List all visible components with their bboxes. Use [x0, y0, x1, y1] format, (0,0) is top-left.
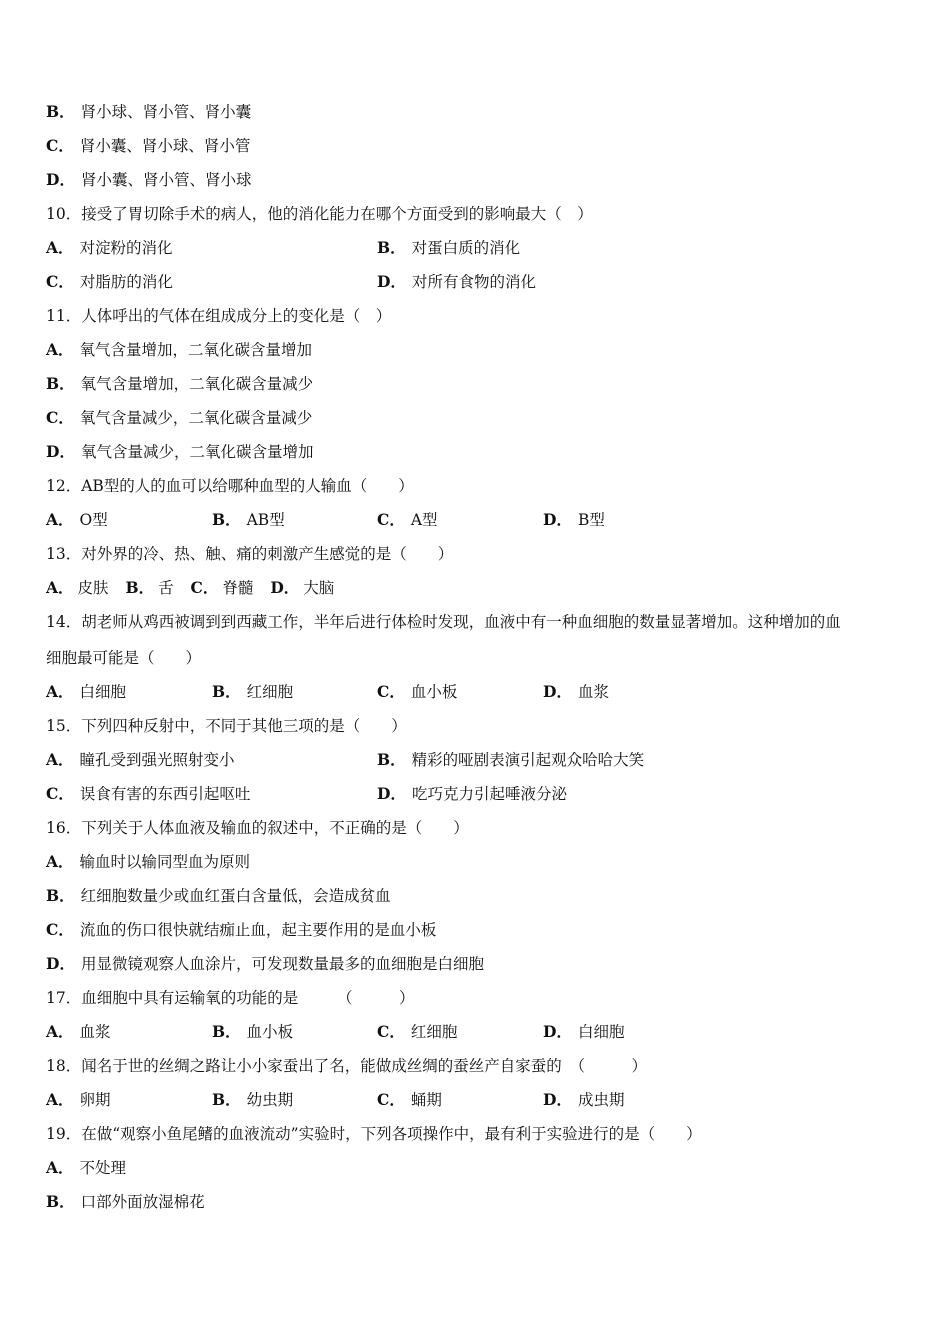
option-label: C．: [46, 272, 74, 291]
option-label: B．: [212, 510, 241, 529]
option-text: 红细胞: [246, 683, 294, 701]
q19-option-a: [46, 1158, 920, 1178]
q19-stem: 19．在做“观察小鱼尾鳍的血液流动”实验时，下列各项操作中，最有利于实验进行的是（ ）: [46, 1125, 702, 1143]
option-label: B．: [212, 1090, 241, 1109]
option-text: 舌: [158, 579, 174, 597]
option-label: B．: [212, 1022, 241, 1041]
q13-options: [46, 578, 920, 598]
option-label: D．: [543, 1090, 572, 1109]
q9-option-d: [46, 170, 920, 190]
q10-option-d: [377, 272, 536, 292]
option-label: B．: [46, 886, 75, 905]
q14-stem-line2: 细胞最可能是（ ）: [46, 649, 202, 667]
q16-option-c: [46, 920, 920, 940]
option-label: A．: [46, 578, 74, 597]
q16-option-d: [46, 954, 920, 974]
option-text: 流血的伤口很快就结痂止血，起主要作用的是血小板: [79, 921, 437, 939]
option-label: D．: [46, 442, 75, 461]
option-label: D．: [543, 682, 572, 701]
option-text: 瞳孔受到强光照射变小: [79, 751, 235, 769]
option-label: D．: [543, 1022, 572, 1041]
option-text: 大脑: [303, 579, 335, 597]
option-text: 红细胞数量少或血红蛋白含量低，会造成贫血: [80, 887, 391, 905]
option-label: A．: [46, 1158, 74, 1177]
option-text: 白细胞: [577, 1023, 625, 1041]
q16-stem: 16．下列关于人体血液及输血的叙述中，不正确的是（ ）: [46, 819, 469, 837]
q10-option-c: [46, 272, 173, 292]
q11-option-c: [46, 408, 920, 428]
option-text: 皮肤: [77, 579, 109, 597]
option-label: A．: [46, 340, 74, 359]
q14-option-a: [46, 682, 126, 702]
option-label: B．: [46, 1192, 75, 1211]
q11-option-b: [46, 374, 920, 394]
option-text: 脊髓: [222, 579, 254, 597]
option-label: C．: [377, 1022, 405, 1041]
q15-option-b: [377, 750, 644, 770]
option-text: 对脂肪的消化: [79, 273, 173, 291]
option-label: B．: [377, 238, 406, 257]
option-text: 吃巧克力引起唾液分泌: [411, 785, 567, 803]
option-label: C．: [190, 578, 219, 597]
q17-option-b: [212, 1022, 293, 1042]
q18-stem: 18．闻名于世的丝绸之路让小小家蚕出了名，能做成丝绸的蚕丝产自家蚕的 （ ）: [46, 1057, 647, 1075]
option-text: 对淀粉的消化: [79, 239, 173, 257]
q14-option-c: [377, 682, 457, 702]
q10-option-b: [377, 238, 520, 258]
q18-option-a: [46, 1090, 111, 1110]
q16-option-a: [46, 852, 920, 872]
option-text: 对所有食物的消化: [411, 273, 536, 291]
q15-option-a: [46, 750, 235, 770]
option-text: 蛹期: [410, 1091, 442, 1109]
q15-stem: 15．下列四种反射中，不同于其他三项的是（ ）: [46, 717, 407, 735]
option-label: C．: [46, 408, 74, 427]
q9-option-c: [46, 136, 920, 156]
q13-option-b: [125, 579, 173, 597]
q13-option-a: [46, 579, 109, 597]
option-text: 氧气含量增加，二氧化碳含量减少: [80, 375, 314, 393]
option-label: B．: [46, 374, 75, 393]
option-text: 口部外面放湿棉花: [80, 1193, 205, 1211]
option-text: 误食有害的东西引起呕吐: [79, 785, 251, 803]
option-label: B．: [125, 578, 155, 597]
option-text: 肾小囊、肾小球、肾小管: [79, 137, 251, 155]
q15-option-c: [46, 784, 250, 804]
option-text: 幼虫期: [246, 1091, 294, 1109]
option-text: 对蛋白质的消化: [411, 239, 521, 257]
option-label: C．: [46, 784, 74, 803]
option-label: D．: [543, 510, 572, 529]
q11-option-a: [46, 340, 920, 360]
option-text: 用显微镜观察人血涂片，可发现数量最多的血细胞是白细胞: [80, 955, 484, 973]
option-label: C．: [46, 136, 74, 155]
option-text: 氧气含量增加，二氧化碳含量增加: [79, 341, 313, 359]
option-text: 肾小囊、肾小管、肾小球: [80, 171, 252, 189]
q12-option-c: [377, 510, 438, 530]
option-label: C．: [377, 1090, 405, 1109]
option-text: 血浆: [577, 683, 609, 701]
option-text: 氧气含量减少，二氧化碳含量增加: [80, 443, 314, 461]
q17-stem: 17．血细胞中具有运输氧的功能的是 （ ）: [46, 989, 415, 1007]
option-label: A．: [46, 238, 74, 257]
option-label: C．: [46, 920, 74, 939]
option-label: C．: [377, 510, 405, 529]
q17-option-d: [543, 1022, 624, 1042]
q10-option-a: [46, 238, 173, 258]
q13-option-c: [191, 579, 254, 597]
option-label: D．: [377, 784, 406, 803]
q14-option-d: [543, 682, 609, 702]
option-label: A．: [46, 852, 74, 871]
option-label: A．: [46, 750, 74, 769]
option-text: 不处理: [79, 1159, 127, 1177]
q15-option-d: [377, 784, 567, 804]
option-label: A．: [46, 510, 74, 529]
option-label: A．: [46, 1022, 74, 1041]
q14-option-b: [212, 682, 293, 702]
q18-option-c: [377, 1090, 442, 1110]
option-text: 血小板: [410, 683, 458, 701]
q13-option-d: [270, 579, 334, 597]
q17-option-c: [377, 1022, 457, 1042]
q18-option-d: [543, 1090, 624, 1110]
q12-option-b: [212, 510, 285, 530]
option-label: B．: [212, 682, 241, 701]
option-label: A．: [46, 1090, 74, 1109]
option-text: B型: [577, 511, 605, 529]
q10-stem: 10．接受了胃切除手术的病人，他的消化能力在哪个方面受到的影响最大（ ）: [46, 205, 593, 223]
q13-stem: 13．对外界的冷、热、触、痛的刺激产生感觉的是（ ）: [46, 545, 454, 563]
q17-option-a: [46, 1022, 111, 1042]
option-text: 卵期: [79, 1091, 111, 1109]
option-label: D．: [46, 954, 75, 973]
option-label: D．: [377, 272, 406, 291]
option-label: D．: [270, 578, 300, 597]
option-text: 血浆: [79, 1023, 111, 1041]
q16-option-b: [46, 886, 920, 906]
option-label: D．: [46, 170, 75, 189]
option-text: AB型: [246, 511, 285, 529]
option-label: B．: [46, 102, 75, 121]
option-text: 红细胞: [410, 1023, 458, 1041]
option-text: 氧气含量减少，二氧化碳含量减少: [79, 409, 313, 427]
q12-stem: 12．AB型的人的血可以给哪种血型的人输血（ ）: [46, 477, 414, 495]
option-text: 白细胞: [79, 683, 127, 701]
q11-stem: 11．人体呼出的气体在组成成分上的变化是（ ）: [46, 307, 392, 325]
option-label: B．: [377, 750, 406, 769]
option-label: C．: [377, 682, 405, 701]
q19-option-b: [46, 1192, 920, 1212]
option-text: O型: [79, 511, 108, 529]
q14-stem-line1: 14．胡老师从鸡西被调到到西藏工作，半年后进行体检时发现，血液中有一种血细胞的数量显著增加。这种增加的血: [46, 613, 841, 631]
option-text: A型: [410, 511, 438, 529]
option-text: 肾小球、肾小管、肾小囊: [80, 103, 252, 121]
q9-option-b: [46, 102, 920, 122]
option-text: 血小板: [246, 1023, 294, 1041]
q11-option-d: [46, 442, 920, 462]
option-label: A．: [46, 682, 74, 701]
option-text: 精彩的哑剧表演引起观众哈哈大笑: [411, 751, 645, 769]
q18-option-b: [212, 1090, 293, 1110]
q12-option-a: [46, 510, 108, 530]
q12-option-d: [543, 510, 605, 530]
option-text: 成虫期: [577, 1091, 625, 1109]
option-text: 输血时以输同型血为原则: [79, 853, 251, 871]
